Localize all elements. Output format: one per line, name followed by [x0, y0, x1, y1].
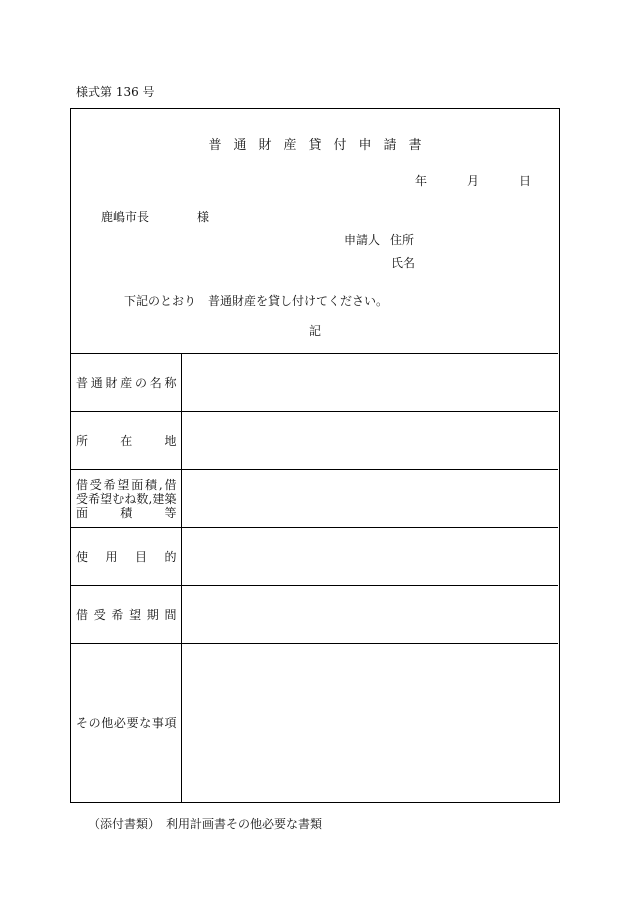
period-field[interactable] — [181, 586, 558, 644]
applicant-name-label: 氏名 — [391, 256, 416, 270]
table-row — [71, 586, 558, 644]
applicant-address-line — [344, 231, 414, 248]
addressee — [101, 208, 209, 225]
table-row — [71, 470, 558, 528]
table-row — [71, 644, 558, 802]
date-month-label: 月 — [466, 174, 479, 188]
applicant-label: 申請人 — [344, 233, 381, 247]
property-name-label: 普通財産の名称 — [76, 376, 177, 390]
area-label-line-2: 受希望むね数,建築 — [76, 491, 177, 506]
ki-heading: 記 — [308, 324, 321, 338]
date-line — [415, 172, 531, 189]
form-number: 様式第 136 号 — [76, 85, 155, 99]
applicant-address-label: 住所 — [390, 233, 415, 247]
other-matters-field[interactable] — [181, 644, 558, 802]
purpose-label: 使用目的 — [76, 550, 177, 564]
table-row — [71, 354, 558, 412]
area-field[interactable] — [181, 470, 558, 528]
details-table — [71, 353, 558, 802]
table-row — [71, 528, 558, 586]
application-form-frame — [70, 108, 560, 803]
location-field[interactable] — [181, 412, 558, 470]
request-text: 下記のとおり 普通財産を貸し付けてください。 — [124, 294, 389, 308]
other-matters-label: その他必要な事項 — [76, 716, 177, 731]
area-label-line-3: 面 積 等 — [76, 505, 177, 520]
area-label-line-1: 借受希望面積,借 — [76, 477, 177, 492]
attachments-note: （添付書類） 利用計画書その他必要な書類 — [88, 817, 323, 831]
location-label: 所在地 — [76, 434, 177, 448]
period-label: 借受希望期間 — [76, 608, 177, 622]
addressee-name: 鹿嶋市長 — [101, 210, 150, 224]
form-title: 普通財産貸付申請書 — [208, 138, 434, 153]
date-day-label: 日 — [518, 174, 531, 188]
purpose-field[interactable] — [181, 528, 558, 586]
property-name-field[interactable] — [181, 354, 558, 412]
table-row — [71, 412, 558, 470]
addressee-honorific: 様 — [197, 210, 210, 224]
date-year-label: 年 — [414, 174, 427, 188]
